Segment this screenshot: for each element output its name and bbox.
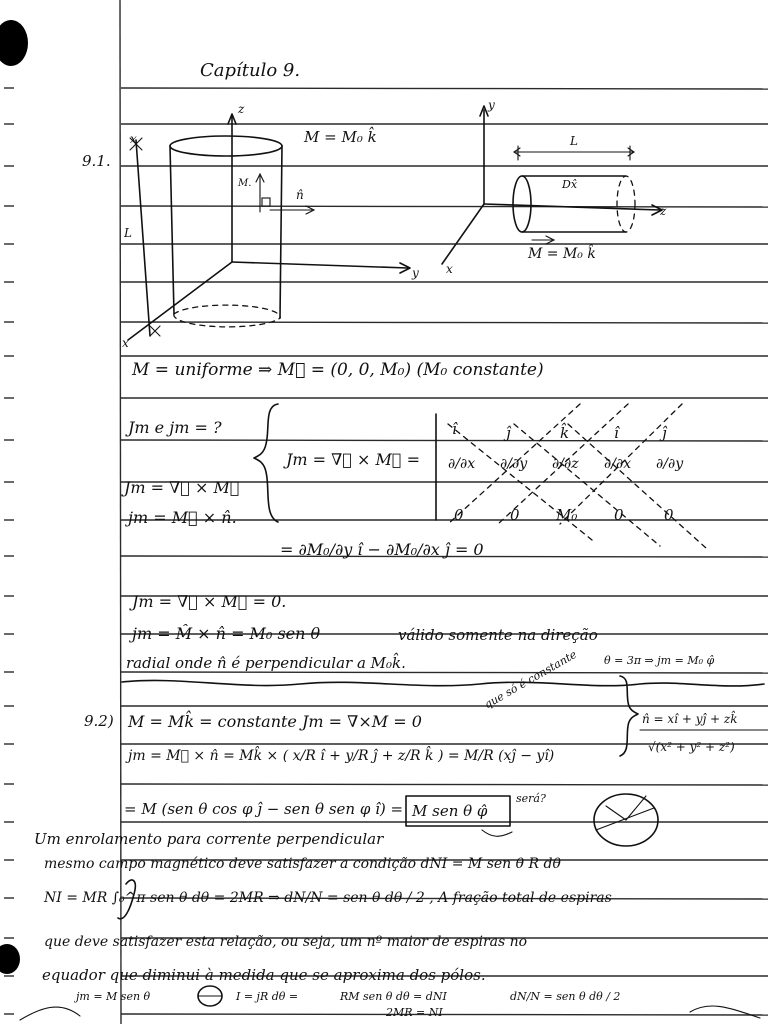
line-Jm-curl: Jm = ∇⃗ × M⃗ [124,478,240,497]
axis-y-left: y [412,266,419,280]
brace-left [254,404,278,522]
axis-x-left-bottom: x [122,336,129,350]
line-NI: NI = MR ∫₀^π sen θ dθ = 2MR ⇒ dN/N = sen θ dθ / 2 , A fração total de espiras [44,890,612,906]
axis-x-left-top: x [130,132,137,146]
line-uniform-M: M = uniforme ⇒ M⃗ = (0, 0, M₀) (M₀ constante) [132,360,544,380]
line-enrolamento: Um enrolamento para corrente perpendicular [34,830,384,848]
line-theta-note: θ = 3π ⇒ jm = M₀ φ̂ [604,654,715,667]
label-L-right: L [570,134,578,148]
line-n-hat: n̂ = xî + yĵ + zk̂ [642,712,738,726]
axis-z-right: z [660,204,667,218]
result-box-text: M sen θ φ̂ [412,802,488,820]
line-Jm-curl-eq: Jm = ∇⃗ × M⃗ = [286,450,420,469]
label-inside-cyl: Dx̂ [562,178,578,191]
line-partials: = ∂M₀/∂y î − ∂M₀/∂x ĵ = 0 [280,540,484,559]
footer-RM: RM sen θ dθ = dNI [340,990,447,1003]
axis-y-right: y [488,98,495,112]
small-sphere [198,986,222,1006]
line-M-constant: M = Mk̂ = constante Jm = ∇×M = 0 [128,712,422,731]
line-rotated-note: que só é constante [482,647,579,712]
matrix-r3-c3: M₀ [556,506,578,524]
footer-I: I = jR dθ = [236,990,299,1003]
line-sqrt: √(x² + y² + z²) [648,740,735,754]
exercise-label-9-2: 9.2) [84,712,114,730]
matrix-r3-c5: 0 [664,506,674,524]
line-relacao: que deve satisfazer esta relação, ou seja, um nº maior de espiras no [44,934,528,950]
matrix-r3-c1: 0 [454,506,464,524]
line-sen-cos: = M (sen θ cos φ ĵ − sen θ sen φ î) = [124,800,404,818]
line-jm-cross: jm = M⃗ × n̂. [128,508,237,527]
line-jm-sen: jm = M̂ × n̂ = M₀ sen θ [132,624,321,643]
matrix-r1-c5: ĵ [662,424,667,442]
matrix-r1-c1: î [452,420,457,438]
brace-right [620,676,638,756]
axis-x-right: x [446,262,453,276]
matrix-r1-c3: k̂ [560,424,570,442]
label-n-left: n̂ [296,188,304,202]
matrix-r3-c2: 0 [510,506,520,524]
page-title: Capítulo 9. [200,60,301,81]
matrix-r2-c2: ∂/∂y [500,456,528,472]
separator-wave [122,680,764,685]
line-valid-note: válido somente na direção [398,626,598,644]
line-question: Jm e jm = ? [128,418,222,437]
matrix-r1-c4: î [614,424,619,442]
eq-M-left: M = M₀ k̂ [304,128,377,146]
eq-M-right: M = M₀ k̂ [528,246,596,262]
line-jm-expansion: jm = M⃗ × n̂ = Mk̂ × ( x/R î + y/R ĵ + z/R k̂ ) = M/R (xĵ − yî) [128,748,555,764]
footer-dN: dN/N = sen θ dθ / 2 [510,990,621,1003]
matrix-r1-c2: ĵ [506,424,511,442]
cylinder-left [170,136,314,327]
line-Jm-zero: Jm = ∇⃗ × M⃗ = 0. [132,592,287,611]
exercise-label-9-1: 9.1. [82,152,111,170]
matrix-r2-c4: ∂/∂x [604,456,632,472]
matrix-r3-c4: 0 [614,506,624,524]
line-condicao: mesmo campo magnético deve satisfazer a condição dNI = M sen θ R dθ [44,856,561,872]
label-L-left: L [124,226,132,240]
matrix-r2-c3: ∂/∂z [552,456,579,472]
line-question-mark: será? [516,792,546,805]
label-M-left: M. [238,178,252,189]
axis-z-left: z [238,102,245,116]
footer-2MR: 2MR = NI [386,1006,443,1019]
footer-jm: jm = M sen θ [76,990,151,1003]
line-equador: equador que diminui à medida que se aproxima dos pólos. [42,966,486,984]
line-radial: radial onde n̂ é perpendicular a M₀k̂. [126,654,406,672]
sphere-sketch [594,794,658,846]
matrix-r2-c5: ∂/∂y [656,456,684,472]
matrix-r2-c1: ∂/∂x [448,456,476,472]
